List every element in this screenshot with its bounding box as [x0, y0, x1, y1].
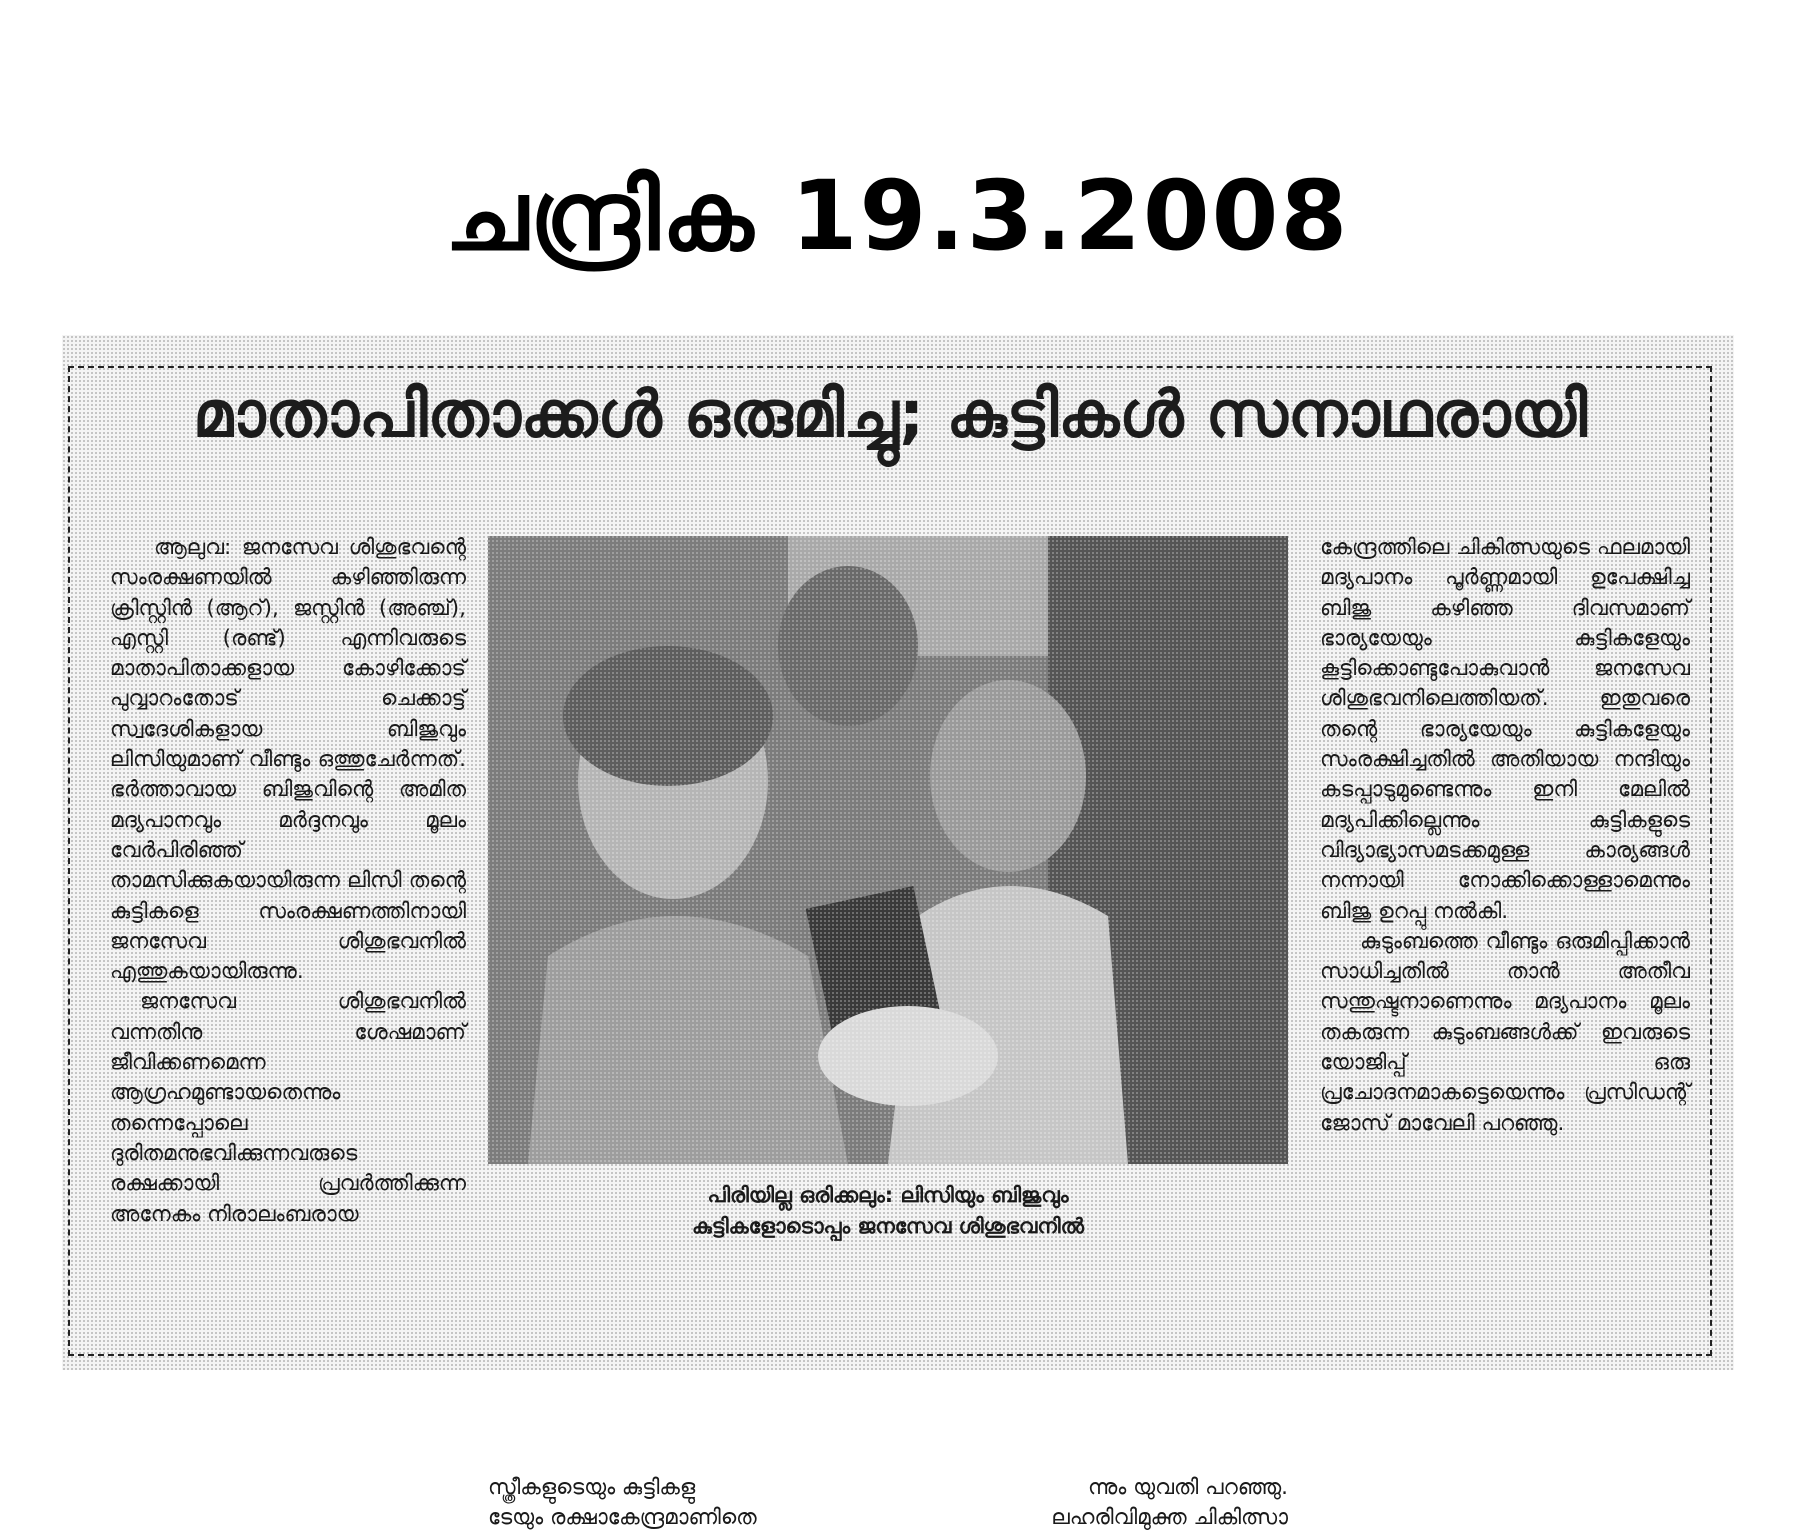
photo-couple-children-image — [488, 536, 1288, 1164]
left-paragraph-1: ആലുവ: ജനസേവ ശിശുഭവന്റെ സംരക്ഷണയിൽ കഴിഞ്ഞിരുന്ന ക്രിസ്റ്റിൻ (ആറ്), ജസ്റ്റിൻ (അഞ്ച്), എസ്റ്റി (രണ്ട്) എന്നിവരുടെ മാതാപിതാക്കളായ കോഴിക്കോട് പുവ്വാറംതോട് ചെക്കാട്ട് സ്വദേശികളായ ബിജുവും ലിസിയുമാണ് വീണ്ടും ഒത്തുചേർന്നത്. ഭർത്താവായ ബിജുവിന്റെ അമിത മദ്യപാനവും മർദ്ദനവും മൂലം വേർപിരിഞ്ഞ് താമസിക്കുകയായിരുന്ന ലിസി തന്റെ കുട്ടികളെ സംരക്ഷണത്തിനായി ജനസേവ ശിശുഭവനിൽ എത്തുകയായിരുന്നു. — [110, 535, 466, 985]
caption-line-1: പിരിയില്ല ഒരിക്കലും: ലിസിയും ബിജുവും — [707, 1183, 1069, 1207]
right-paragraph-2: കുടുംബത്തെ വീണ്ടും ഒരുമിപ്പിക്കാൻ സാധിച്ചതിൽ താൻ അതീവ സന്തുഷ്ടനാണെന്നും മദ്യപാനം മൂലം തകരുന്ന കുടുംബങ്ങൾക്ക് ഇവരുടെ യോജിപ്പ് ഒരു പ്രചോദനമാകട്ടെയെന്നും പ്രസിഡന്റ് ജോസ് മാവേലി പറഞ്ഞു. — [1320, 928, 1690, 1136]
right-column — [1320, 533, 1690, 1139]
center-bottom-fragment: ടേയും രക്ഷാകേന്ദ്രമാണിതെ — [488, 1505, 757, 1531]
article-photo — [488, 536, 1288, 1164]
left-column — [110, 533, 466, 1230]
newspaper-masthead-date: ചന്ദ്രിക 19.3.2008 — [444, 160, 1350, 272]
caption-line-2: കുട്ടികളോടൊപ്പം ജനസേവ ശിശുഭവനിൽ — [692, 1214, 1084, 1238]
center-bottom-fragment: സ്ത്രീകളുടെയും കുട്ടികളു — [488, 1475, 696, 1500]
article-frame — [68, 366, 1712, 1531]
center-bottom-text — [488, 1473, 1288, 1534]
center-bottom-fragment: ന്നും യുവതി പറഞ്ഞു. — [1087, 1475, 1288, 1500]
center-bottom-row-1 — [488, 1473, 1288, 1503]
left-paragraph-2: ജനസേവ ശിശുഭവനിൽ വന്നതിനു ശേഷമാണ് ജീവിക്കണമെന്ന ആഗ്രഹമുണ്ടായതെന്നും തന്നെപ്പോലെ ദുരിതമനുഭവിക്കുന്നവരുടെ രക്ഷക്കായി പ്രവർത്തിക്കുന്ന അനേകം നിരാലംബരായ — [110, 989, 466, 1227]
center-bottom-row-2 — [488, 1503, 1288, 1533]
center-bottom-fragment: ലഹരിവിമുക്ത ചികിത്സാ — [1051, 1505, 1288, 1531]
right-paragraph-1: കേന്ദ്രത്തിലെ ചികിത്സയുടെ ഫലമായി മദ്യപാനം പൂർണ്ണമായി ഉപേക്ഷിച്ച ബിജു കഴിഞ്ഞ ദിവസമാണ് ഭാര്യയേയും കുട്ടികളേയും കൂട്ടിക്കൊണ്ടുപോകുവാൻ ജനസേവ ശിശുഭവനിലെത്തിയത്. ഇതുവരെ തന്റെ ഭാര്യയേയും കുട്ടികളേയും സംരക്ഷിച്ചതിൽ അതിയായ നന്ദിയും കടപ്പാടുമുണ്ടെന്നും ഇനി മേലിൽ മദ്യപിക്കില്ലെന്നും കുട്ടികളുടെ വിദ്യാഭ്യാസമടക്കമുള്ള കാര്യങ്ങൾ നന്നായി നോക്കിക്കൊള്ളാമെന്നും ബിജു ഉറപ്പു നൽകി. — [1320, 535, 1690, 924]
photo-caption — [488, 1180, 1288, 1242]
article-headline: മാതാപിതാക്കൾ ഒരുമിച്ചു; കുട്ടികൾ സനാഥരായി — [192, 378, 1588, 452]
